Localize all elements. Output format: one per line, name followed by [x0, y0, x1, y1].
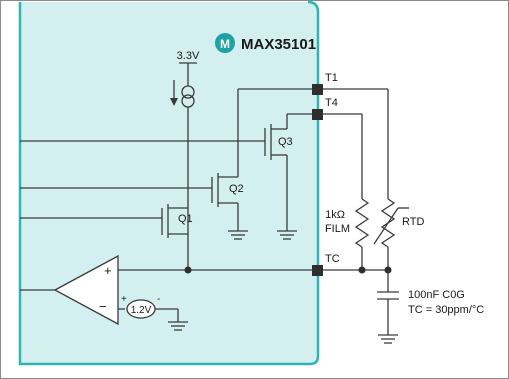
pin-t1-label: T1 — [325, 72, 338, 84]
pin-tc-label: TC — [325, 253, 340, 265]
q2-label: Q2 — [229, 183, 244, 195]
pin-t1 — [312, 84, 323, 95]
pin-tc — [312, 265, 323, 276]
resistor-type: FILM — [324, 223, 350, 235]
ground-icon — [378, 335, 398, 343]
svg-text:M: M — [220, 37, 230, 51]
ic-body — [20, 2, 318, 364]
film-resistor — [356, 199, 368, 247]
q3-label: Q3 — [278, 136, 293, 148]
q1-label: Q1 — [178, 213, 193, 225]
capacitor-tc: TC = 30ppm/°C — [408, 304, 485, 316]
reference-plus: + — [121, 294, 127, 305]
pin-t4 — [312, 109, 323, 120]
resistor-value: 1kΩ — [325, 209, 345, 221]
junction-dot — [359, 267, 366, 274]
rtd-label: RTD — [402, 216, 425, 228]
pin-t4-label: T4 — [325, 97, 338, 109]
junction-dot — [185, 267, 192, 274]
reference-minus: - — [157, 294, 161, 305]
maxim-logo — [215, 33, 235, 53]
reference-value: 1.2V — [130, 305, 152, 316]
supply-label: 3.3V — [176, 50, 200, 62]
capacitor — [377, 292, 399, 299]
chip-name: MAX35101 — [241, 36, 317, 53]
capacitor-value: 100nF C0G — [408, 289, 465, 301]
opamp-minus: − — [99, 299, 107, 314]
opamp-plus: + — [104, 263, 112, 278]
